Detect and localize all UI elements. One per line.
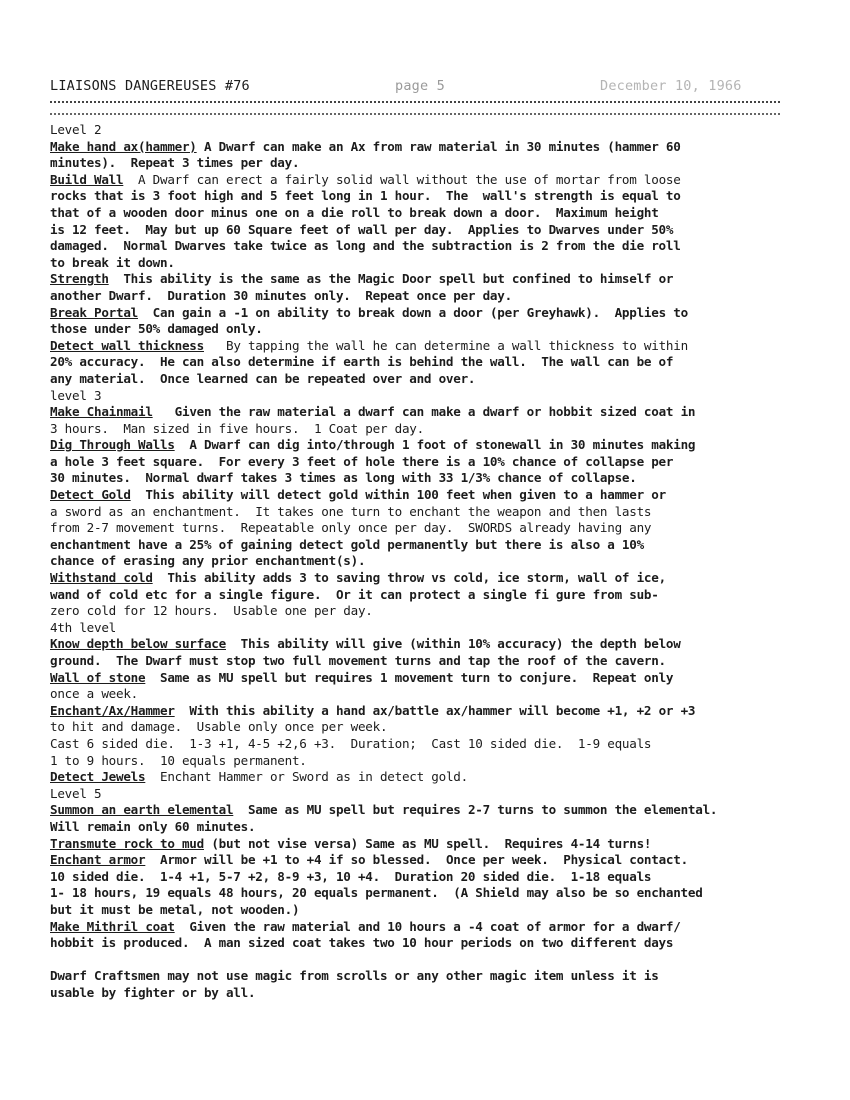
body-text: This ability will give (within 10% accuracy) the depth below [225, 636, 681, 652]
text-line [50, 338, 785, 355]
body-text: Armor will be +1 to +4 if so blessed. Once per week. Physical contact. [145, 852, 688, 868]
ability-name: Wall of stone [50, 669, 146, 685]
header-divider [50, 101, 780, 115]
text-line [50, 902, 785, 919]
body-text: Enchant Hammer or Sword as in detect gold. [145, 769, 468, 785]
body-text: 10 sided die. 1-4 +1, 5-7 +2, 8-9 +3, 10 +4. Duration 20 sided die. 1-18 equals [50, 868, 652, 884]
text-line [50, 636, 785, 653]
text-line [50, 172, 785, 189]
body-text: that of a wooden door minus one on a die roll to break down a door. Maximum height [50, 204, 659, 220]
publication-title: LIAISONS DANGEREUSES #76 [50, 78, 250, 94]
body-text: 1- 18 hours, 19 equals 48 hours, 20 equals permanent. (A Shield may also be so enchanted [50, 885, 703, 901]
ability-name: Make Mithril coat [50, 918, 175, 934]
text-line [50, 371, 785, 388]
body-text: from 2-7 movement turns. Repeatable only once per day. SWORDS already having any [50, 520, 652, 536]
text-line [50, 985, 785, 1002]
body-text: This ability adds 3 to saving throw vs cold, ice storm, wall of ice, [152, 570, 666, 586]
text-line [50, 504, 785, 521]
text-line [50, 819, 785, 836]
text-line [50, 421, 785, 438]
text-line [50, 288, 785, 305]
text-line [50, 122, 785, 139]
text-line [50, 321, 785, 338]
ability-name: Detect Gold [50, 487, 131, 503]
body-text: to break it down. [50, 254, 175, 270]
body-text: rocks that is 3 foot high and 5 feet long in 1 hour. The wall's strength is equal to [50, 188, 681, 204]
body-text: is 12 feet. May but up 60 Square feet of wall per day. Applies to Dwarves under 50% [50, 221, 674, 237]
text-line [50, 719, 785, 736]
text-line [50, 968, 785, 985]
body-text: (but not vise versa) Same as MU spell. Requires 4-14 turns! [203, 835, 652, 851]
body-text: to hit and damage. Usable only once per week. [50, 719, 388, 735]
text-line [50, 653, 785, 670]
level-heading: level 3 [50, 387, 102, 403]
ability-name: Withstand cold [50, 570, 153, 586]
text-line [50, 139, 785, 156]
text-line [50, 919, 785, 936]
text-line [50, 388, 785, 405]
ability-name: Strength [50, 271, 109, 287]
text-line [50, 437, 785, 454]
body-text: 30 minutes. Normal dwarf takes 3 times as long with 33 1/3% chance of collapse. [50, 470, 637, 486]
body-text: damaged. Normal Dwarves take twice as long and the subtraction is 2 from the die roll [50, 238, 681, 254]
body-text: once a week. [50, 686, 138, 702]
text-line [50, 487, 785, 504]
body-text: a hole 3 feet square. For every 3 feet of hole there is a 10% chance of collapse per [50, 453, 674, 469]
ability-name: Summon an earth elemental [50, 802, 234, 818]
body-text: With this ability a hand ax/battle ax/hammer will become +1, +2 or +3 [174, 702, 696, 718]
ability-name: Enchant/Ax/Hammer [50, 702, 175, 718]
text-line [50, 553, 785, 570]
body-text: usable by fighter or by all. [50, 984, 256, 1000]
text-line [50, 271, 785, 288]
text-line [50, 404, 785, 421]
text-line [50, 620, 785, 637]
body-text: This ability will detect gold within 100 feet when given to a hammer or [130, 487, 666, 503]
body-text: Given the raw material and 10 hours a -4 coat of armor for a dwarf/ [174, 918, 681, 934]
text-line [50, 155, 785, 172]
text-line [50, 354, 785, 371]
body-text: 1 to 9 hours. 10 equals permanent. [50, 752, 307, 768]
body-text: 3 hours. Man sized in five hours. 1 Coat per day. [50, 420, 424, 436]
text-line [50, 703, 785, 720]
document-body [50, 122, 785, 1001]
text-line [50, 470, 785, 487]
issue-date: December 10, 1966 [600, 78, 742, 94]
text-line [50, 869, 785, 886]
level-heading: 4th level [50, 619, 116, 635]
body-text: A Dwarf can erect a fairly solid wall without the use of mortar from loose [123, 171, 681, 187]
body-text: chance of erasing any prior enchantment(s). [50, 553, 366, 569]
body-text: Cast 6 sided die. 1-3 +1, 4-5 +2,6 +3. Duration; Cast 10 sided die. 1-9 equals [50, 735, 652, 751]
text-line [50, 603, 785, 620]
body-text: enchantment have a 25% of gaining detect gold permanently but there is also a 10% [50, 536, 644, 552]
text-line [50, 587, 785, 604]
blank-line [50, 952, 785, 969]
text-line [50, 570, 785, 587]
ability-name: Make Chainmail [50, 404, 153, 420]
body-text: A Dwarf can make an Ax from raw material in 30 minutes (hammer 60 [196, 138, 681, 154]
text-line [50, 305, 785, 322]
body-text: zero cold for 12 hours. Usable one per day. [50, 603, 373, 619]
body-text: By tapping the wall he can determine a wall thickness to within [203, 337, 688, 353]
text-line [50, 205, 785, 222]
text-line [50, 802, 785, 819]
level-heading: Level 5 [50, 785, 102, 801]
level-heading: Level 2 [50, 122, 102, 137]
ability-name: Make hand ax(hammer) [50, 138, 197, 154]
text-line [50, 885, 785, 902]
text-line [50, 736, 785, 753]
text-line [50, 786, 785, 803]
text-line [50, 769, 785, 786]
body-text: Same as MU spell but requires 1 movement turn to conjure. Repeat only [145, 669, 674, 685]
ability-name: Dig Through Walls [50, 437, 175, 453]
body-text: This ability is the same as the Magic Door spell but confined to himself or [108, 271, 674, 287]
body-text: but it must be metal, not wooden.) [50, 901, 300, 917]
text-line [50, 222, 785, 239]
body-text: Same as MU spell but requires 2-7 turns to summon the elemental. [233, 802, 718, 818]
body-text: Can gain a -1 on ability to break down a door (per Greyhawk). Applies to [138, 304, 688, 320]
body-text: any material. Once learned can be repeated over and over. [50, 370, 476, 386]
text-line [50, 520, 785, 537]
text-line [50, 255, 785, 272]
body-text: Dwarf Craftsmen may not use magic from scrolls or any other magic item unless it is [50, 968, 659, 984]
text-line [50, 537, 785, 554]
text-line [50, 935, 785, 952]
ability-name: Detect wall thickness [50, 337, 204, 353]
body-text: minutes). Repeat 3 times per day. [50, 155, 300, 171]
body-text: a sword as an enchantment. It takes one turn to enchant the weapon and then lasts [50, 503, 652, 519]
ability-name: Break Portal [50, 304, 138, 320]
ability-name: Enchant armor [50, 852, 146, 868]
ability-name: Detect Jewels [50, 769, 146, 785]
text-line [50, 670, 785, 687]
body-text: those under 50% damaged only. [50, 321, 263, 337]
text-line [50, 238, 785, 255]
text-line [50, 753, 785, 770]
page-header [50, 78, 780, 100]
text-line [50, 454, 785, 471]
body-text: Will remain only 60 minutes. [50, 818, 256, 834]
body-text: another Dwarf. Duration 30 minutes only. Repeat once per day. [50, 287, 512, 303]
text-line [50, 852, 785, 869]
body-text: ground. The Dwarf must stop two full movement turns and tap the roof of the cavern. [50, 653, 666, 668]
body-text: hobbit is produced. A man sized coat takes two 10 hour periods on two different days [50, 935, 674, 951]
body-text: A Dwarf can dig into/through 1 foot of stonewall in 30 minutes making [174, 437, 696, 453]
text-line [50, 686, 785, 703]
page-number: page 5 [395, 78, 445, 94]
body-text: wand of cold etc for a single figure. Or it can protect a single fi gure from sub- [50, 586, 659, 602]
body-text: Given the raw material a dwarf can make a dwarf or hobbit sized coat in [152, 404, 696, 420]
text-line [50, 836, 785, 853]
text-line [50, 188, 785, 205]
ability-name: Transmute rock to mud [50, 835, 204, 851]
ability-name: Build Wall [50, 171, 124, 187]
body-text: 20% accuracy. He can also determine if earth is behind the wall. The wall can be of [50, 354, 674, 370]
ability-name: Know depth below surface [50, 636, 226, 652]
